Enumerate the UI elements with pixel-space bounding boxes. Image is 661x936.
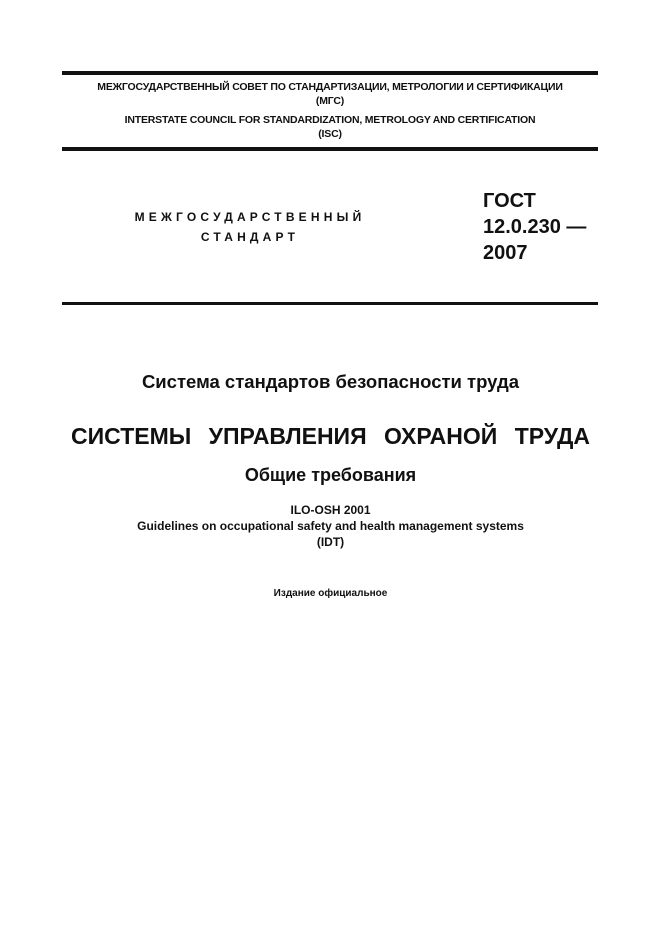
main-title: СИСТЕМЫ УПРАВЛЕНИЯ ОХРАНОЙ ТРУДА — [71, 423, 590, 449]
gost-line-3: 2007 — [483, 242, 528, 264]
edition-label: Издание официальное — [273, 588, 388, 599]
bottom-rule — [62, 302, 598, 305]
reference-code: ILO-OSH 2001 — [290, 503, 371, 517]
subtitle: Общие требования — [244, 465, 417, 485]
gost-line-2: 12.0.230 — — [483, 216, 587, 238]
gost-line-1: ГОСТ — [483, 190, 536, 212]
interstate-standard-label — [125, 207, 375, 247]
interstate-line-1: МЕЖГОСУДАРСТВЕННЫЙ — [134, 210, 366, 224]
top-rule — [62, 71, 598, 75]
middle-rule — [62, 147, 598, 151]
council-abbr-ru: (МГС) — [315, 95, 345, 107]
gost-designation — [483, 188, 586, 266]
system-title: Система стандартов безопасности труда — [141, 371, 520, 392]
reference-title: Guidelines on occupational safety and health management systems — [137, 519, 524, 533]
reference-status: (IDT) — [316, 535, 345, 549]
interstate-line-2: СТАНДАРТ — [200, 230, 300, 244]
reference-block — [0, 502, 661, 550]
council-abbr-en: (ISC) — [318, 128, 342, 140]
council-name-en: INTERSTATE COUNCIL FOR STANDARDIZATION, METROLOGY AND CERTIFICATION — [124, 114, 536, 126]
council-header — [62, 80, 598, 141]
council-name-ru: МЕЖГОСУДАРСТВЕННЫЙ СОВЕТ ПО СТАНДАРТИЗАЦИИ, МЕТРОЛОГИИ И СЕРТИФИКАЦИИ — [97, 81, 563, 93]
